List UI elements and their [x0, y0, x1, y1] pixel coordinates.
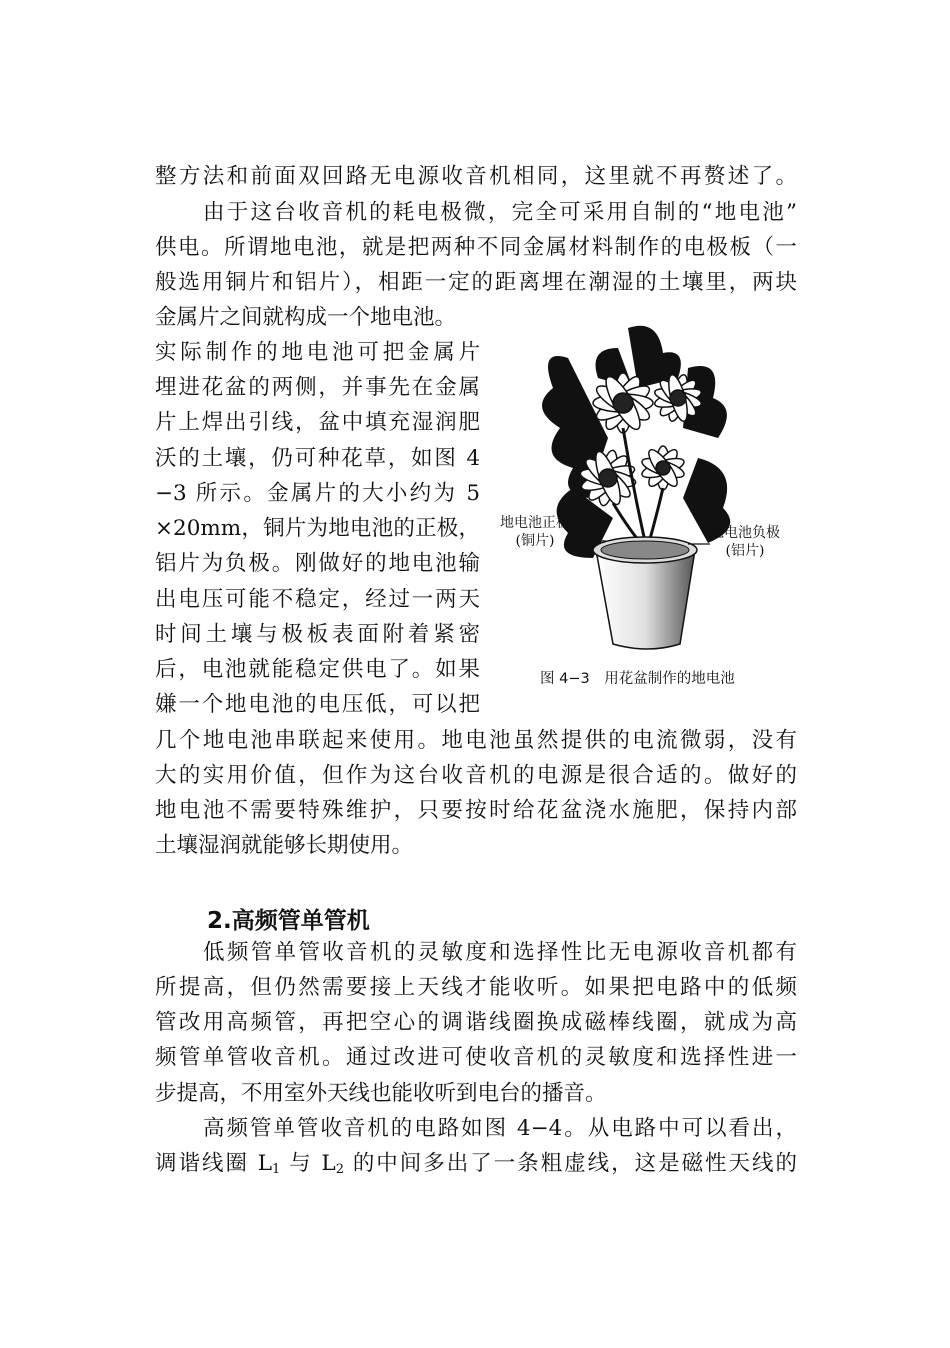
- label-line: (铝片): [725, 543, 765, 559]
- label-line: 地电池正极: [500, 515, 570, 531]
- paragraph-line: 后，电池就能稳定供电了。如果: [155, 657, 480, 682]
- paragraph-line: 片上焊出引线，盆中填充湿润肥: [155, 410, 480, 435]
- negative-electrode-label: [710, 524, 780, 560]
- paragraph-line: 整方法和前面双回路无电源收音机相同，这里就不再赘述了。: [155, 164, 797, 189]
- paragraph-line: 土壤湿润就能够长期使用。: [155, 833, 414, 858]
- paragraph-line: 大的实用价值，但作为这台收音机的电源是很合适的。做好的: [155, 763, 797, 788]
- paragraph-line: [155, 1149, 797, 1179]
- subscript: 1: [272, 1162, 281, 1177]
- paragraph-line: 所提高，但仍然需要接上天线才能收听。如果把电路中的低频: [155, 975, 797, 1000]
- paragraph-line: 金属片之间就构成一个地电池。: [155, 305, 457, 330]
- paragraph-line: 供电。所谓地电池，就是把两种不同金属材料制作的电极板（一: [155, 235, 797, 260]
- text-run: 与 L: [280, 1151, 336, 1176]
- paragraph-line: 铝片为负极。刚做好的地电池输: [155, 551, 480, 576]
- label-line: (铜片): [515, 533, 555, 549]
- paragraph-line: 低频管单管收音机的灵敏度和选择性比无电源收音机都有: [203, 940, 797, 965]
- paragraph-line: 几个地电池串联起来使用。地电池虽然提供的电流微弱，没有: [155, 728, 797, 753]
- figure-caption: 图 4−3 用花盆制作的地电池: [540, 671, 735, 687]
- paragraph-line: 高频管单管收音机的电路如图 4−4。从电路中可以看出，: [203, 1116, 797, 1141]
- text-run: 调谐线圈 L: [155, 1151, 273, 1176]
- positive-electrode-label: [500, 514, 570, 550]
- paragraph-line: 由于这台收音机的耗电极微，完全可采用自制的“地电池”: [203, 200, 797, 225]
- paragraph-line: ×20mm，铜片为地电池的正极，: [155, 516, 480, 541]
- paragraph-line: 步提高，不用室外天线也能收听到电台的播音。: [155, 1081, 607, 1106]
- paragraph-line: −3 所示。金属片的大小约为 5: [155, 481, 480, 506]
- paragraph-line: 时间土壤与极板表面附着紧密: [155, 622, 480, 647]
- paragraph-line: 管改用高频管，再把空心的调谐线圈换成磁棒线圈，就成为高: [155, 1010, 797, 1035]
- paragraph-line: 地电池不需要特殊维护，只要按时给花盆浇水施肥，保持内部: [155, 798, 797, 823]
- paragraph-line: 频管单管收音机。通过改进可使收音机的灵敏度和选择性进一: [155, 1045, 797, 1070]
- label-line: 地电池负极: [710, 525, 780, 541]
- flowerpot-figure: [498, 318, 798, 690]
- paragraph-line: 出电压可能不稳定，经过一两天: [155, 587, 480, 612]
- subscript: 2: [335, 1162, 344, 1177]
- text-run: 的中间多出了一条粗虚线，这是磁性天线的: [344, 1151, 797, 1176]
- paragraph-line: 嫌一个地电池的电压低，可以把: [155, 692, 480, 717]
- section-heading: 2.高频管单管机: [207, 908, 370, 934]
- paragraph-line: 沃的土壤，仍可种花草，如图 4: [155, 446, 480, 471]
- flowerpot-illustration: [498, 318, 798, 690]
- paragraph-line: 般选用铜片和铝片），相距一定的距离埋在潮湿的土壤里，两块: [155, 270, 797, 295]
- paragraph-line: 实际制作的地电池可把金属片: [155, 340, 480, 365]
- paragraph-line: 埋进花盆的两侧，并事先在金属: [155, 375, 480, 400]
